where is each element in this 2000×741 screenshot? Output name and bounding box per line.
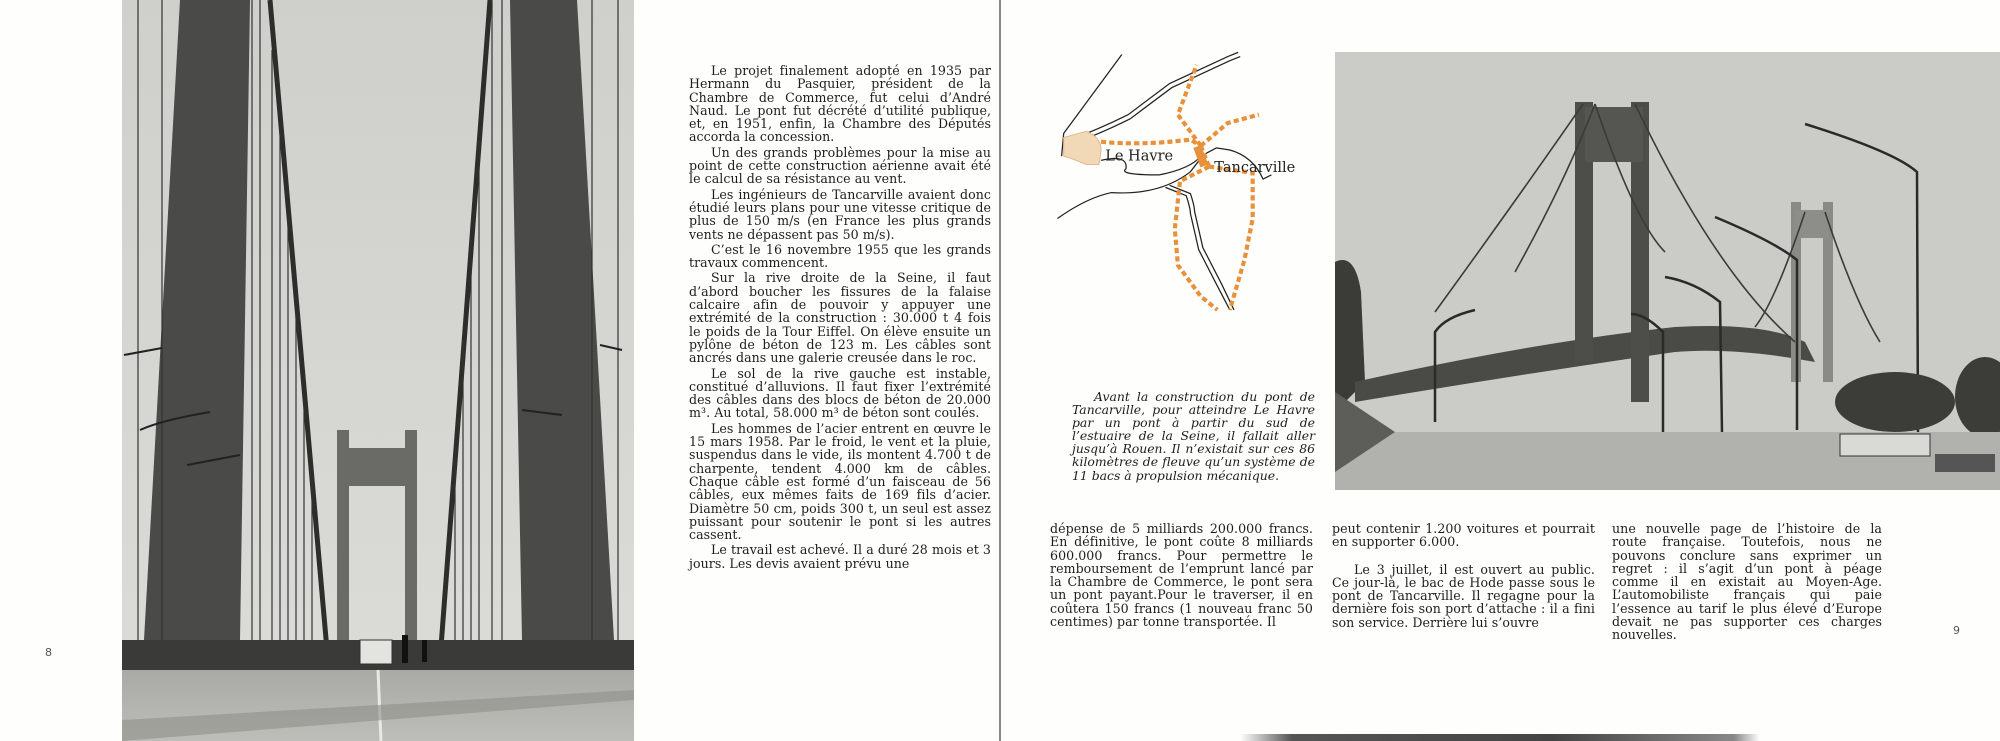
bridge-deck-photo <box>122 0 634 741</box>
paragraph: une nouvelle page de l’histoire de la route française. Toutefois, nous ne pouvons conclure sans exprimer un regret : il s’agit d’un pont à péage comme il en existait au Moyen-Age. L’automobiliste français qui paie l’essence au tarif le plus élevé d’Europe devait ne pas supporter ces charges nouvelles. <box>1612 521 1882 643</box>
map-caption <box>1072 390 1315 482</box>
paragraph: Un des grands problèmes pour la mise au point de cette construction aérienne avait été le calcul de sa résistance au vent. <box>689 144 991 187</box>
body-text-column-left <box>689 64 991 572</box>
paragraph: Le travail est achevé. Il a duré 28 mois et 3 jours. Les devis avaient prévu une <box>689 542 991 571</box>
paragraph: Le 3 juillet, il est ouvert au public. Ce jour-là, le bac de Hode passe sous le pont de Tancarville. Il regagne pour la dernière fois son port d’attache : il a fini son service. Derrière lui s’ouvre <box>1332 561 1595 630</box>
paragraph: peut contenir 1.200 voitures et pourrait en supporter 6.000. <box>1332 521 1595 550</box>
map-label-tancarville: Tancarville <box>1214 159 1296 176</box>
page-number-right: 9 <box>1953 624 1960 637</box>
body-text-column-right-3 <box>1612 522 1882 644</box>
bridge-approach-photo <box>1335 52 2000 490</box>
paragraph: Le sol de la rive gauche est instable, constitué d’alluvions. Il faut fixer l’extrémité des câbles dans des blocs de béton de 20.000 m³. Au total, 58.000 m³ de béton sont coulés. <box>689 365 991 421</box>
estuary-map <box>1045 42 1315 312</box>
paragraph: dépense de 5 milliards 200.000 francs. En définitive, le pont coûte 8 milliards 600.000 francs. Pour permettre le remboursement de l’emprunt lancé par la Chambre de Commerce, le pont sera un pont payant.Pour le traverser, il en coûtera 150 francs (1 nouveau franc 50 centimes) par tonne transportée. Il <box>1050 521 1313 630</box>
body-text-column-right-1 <box>1050 522 1313 630</box>
paragraph: C’est le 16 novembre 1955 que les grands travaux commencent. <box>689 241 991 271</box>
right-page <box>1001 0 2000 741</box>
body-text-column-right-2 <box>1332 522 1595 631</box>
caption-text: Avant la construction du pont de Tancarville, pour atteindre Le Havre par un pont à partir du sud de l’estuaire de la Seine, il fallait aller jusqu’à Rouen. Il n’existait sur ces 86 kilomètres de fleuve qu’un système de 11 bacs à propulsion mécanique. <box>1072 389 1315 483</box>
paragraph: Les ingénieurs de Tancarville avaient donc étudié leurs plans pour une vitesse critique de plus de 150 m/s (en France les plus grands vents ne dépassent pas 50 m/s). <box>689 186 991 242</box>
paragraph: Les hommes de l’acier entrent en œuvre le 15 mars 1958. Par le froid, le vent et la pluie, suspendus dans le vide, ils montent 4.700 t de charpente, tendent 4.000 km de câbles. Chaque câble est formé d’un faisceau de 56 câbles, eux mêmes faits de 169 fils d’acier. Diamètre 50 cm, poids 300 t, un seul est assez puissant pour soutenir le pont si les autres cassent. <box>689 420 991 543</box>
map-label-le-havre: Le Havre <box>1105 148 1174 165</box>
page-number-left: 8 <box>45 646 52 659</box>
paragraph: Le projet finalement adopté en 1935 par Hermann du Pasquier, président de la Chambre de Commerce, fut celui d’André Naud. Le pont fut décrété d’utilité publique, et, en 1951, enfin, la Chambre des Députés accorda la concession. <box>689 63 991 145</box>
page-edge-shadow <box>1240 734 1760 741</box>
paragraph: Sur la rive droite de la Seine, il faut d’abord boucher les fissures de la falaise calcaire afin de pouvoir y appuyer une extrémité de la construction : 30.000 t 4 fois le poids de la Tour Eiffel. On élève ensuite un pylône de béton de 123 m. Les câbles sont ancrés dans une galerie creusée dans le roc. <box>689 270 991 366</box>
